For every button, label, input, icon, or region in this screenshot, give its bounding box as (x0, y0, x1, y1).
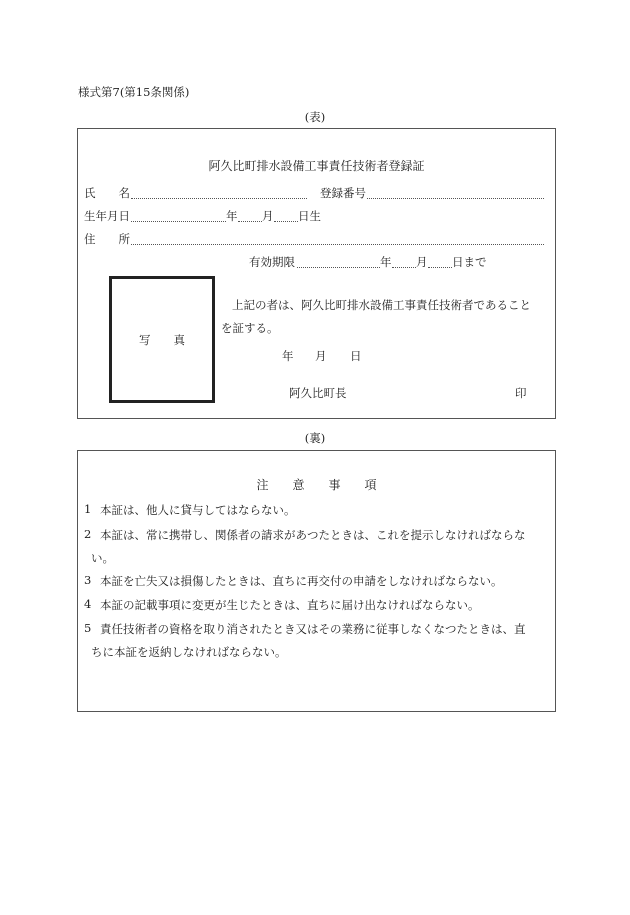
certification-line-2: を証する。 (221, 321, 279, 335)
birth-day-unit: 日生 (298, 209, 321, 223)
certificate-title: 阿久比町排水設備工事責任技術者登録証 (208, 159, 425, 173)
birthdate-label: 生年月日 (84, 209, 130, 223)
issue-month-unit: 月 (315, 349, 327, 363)
seal-mark: 印 (515, 386, 527, 400)
photo-label: 写 真 (139, 333, 185, 347)
note-text-continued: ちに本証を返納しなければならない。 (91, 645, 287, 659)
note-text-continued: い。 (91, 551, 114, 565)
valid-month-unit: 月 (416, 255, 428, 269)
registration-number-label: 登録番号 (320, 186, 366, 200)
valid-day-field (428, 267, 452, 268)
issuer-name: 阿久比町長 (289, 386, 347, 400)
valid-year-field (297, 267, 380, 268)
valid-day-unit: 日まで (452, 255, 487, 269)
validity-label: 有効期限 (249, 255, 295, 269)
note-number: 5 (84, 621, 92, 635)
form-number-label: 様式第7(第15条関係) (78, 85, 190, 99)
valid-month-field (392, 267, 416, 268)
note-text: 本証は、他人に貸与してはならない。 (100, 503, 296, 517)
issue-year-unit: 年 (282, 349, 294, 363)
registration-number-field (367, 198, 544, 199)
address-label: 住 所 (84, 232, 130, 246)
note-text: 本証を亡失又は損傷したときは、直ちに再交付の申請をしなければならない。 (100, 574, 503, 588)
back-side-label: (裏) (304, 431, 326, 445)
address-field (131, 244, 544, 245)
note-number: 3 (84, 573, 92, 587)
certification-line-1: 上記の者は、阿久比町排水設備工事責任技術者であること (232, 298, 531, 312)
notes-title: 注 意 事 項 (256, 478, 377, 492)
note-text: 本証は、常に携帯し、関係者の請求があつたときは、これを提示しなければならな (100, 528, 526, 542)
note-number: 2 (84, 527, 92, 541)
birth-year-field (131, 221, 226, 222)
birth-month-unit: 月 (262, 209, 274, 223)
note-number: 4 (84, 597, 92, 611)
note-text: 責任技術者の資格を取り消されたとき又はその業務に従事しなくなつたときは、直 (100, 622, 526, 636)
note-text: 本証の記載事項に変更が生じたときは、直ちに届け出なければならない。 (100, 598, 480, 612)
valid-year-unit: 年 (380, 255, 392, 269)
name-label: 氏 名 (84, 186, 130, 200)
name-field (131, 198, 307, 199)
birth-day-field (274, 221, 298, 222)
birth-month-field (238, 221, 262, 222)
front-side-label: (表) (304, 110, 326, 124)
birth-year-unit: 年 (226, 209, 238, 223)
note-number: 1 (84, 502, 92, 516)
issue-day-unit: 日 (350, 349, 362, 363)
